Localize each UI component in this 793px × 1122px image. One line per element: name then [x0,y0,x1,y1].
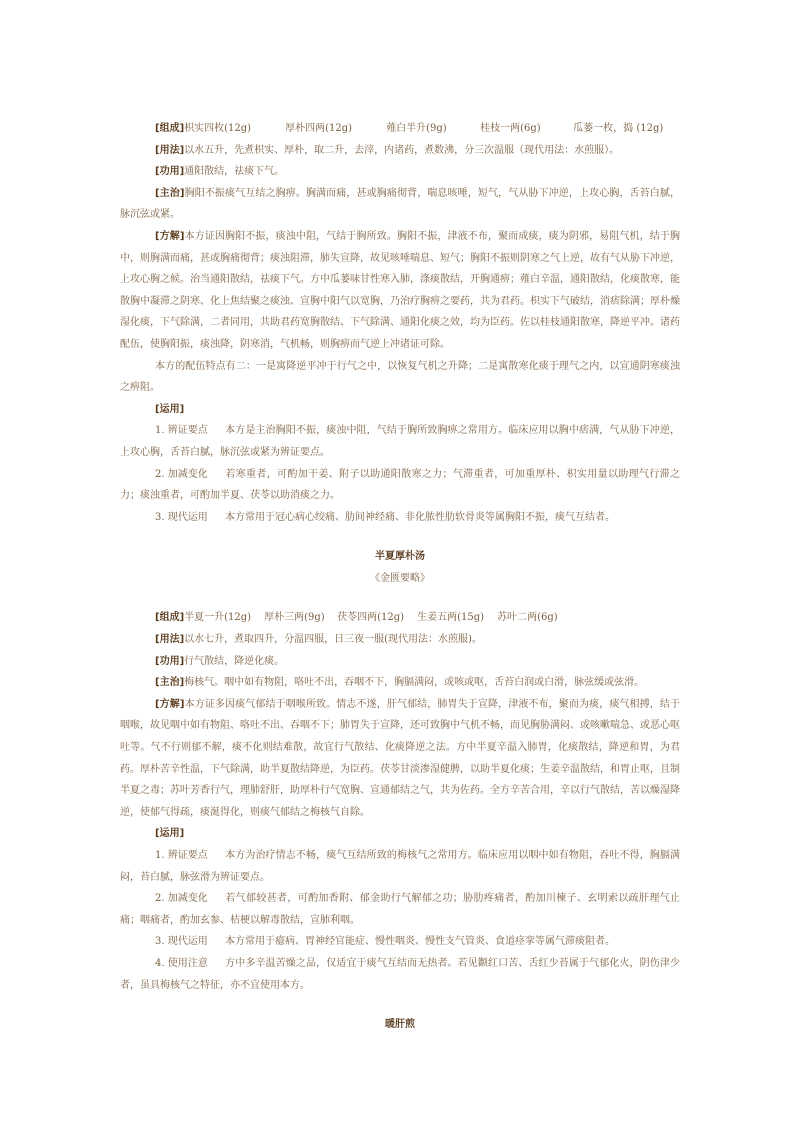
analysis-text: 本方证因胸阳不振，痰浊中阻，气结于胸所致。胸阳不振，津液不布，聚而成痰，痰为阴邪，易阻气机，结于胸中，则胸满而痛，甚或胸痛彻背；痰浊阻滞，肺失宣降，故见咳唾喘息、短气；胸阳不振则阴寒之气上逆，故有气从胁下冲逆，上攻心胸之候。治当通阳散结，祛痰下气。方中瓜蒌味甘性寒入肺，涤痰散结，开胸通痹；薤白辛温，通阳散结，化痰散寒，能散胸中凝滞之阴寒、化上焦结聚之痰浊、宣胸中阳气以宽胸，乃治疗胸痹之要药，共为君药。枳实下气破结，消痞除满；厚朴燥湿化痰，下气除满，二者同用，共助君药宽胸散结、下气除满、通阳化痰之效，均为臣药。佐以桂枝通阳散寒，降逆平冲。诸药配伍，使胸阳振，痰浊降，阴寒消，气机畅，则胸痹而气逆上冲诸证可除。 [120,230,681,350]
analysis-paragraph [120,694,680,824]
function-label: [功用] [155,166,185,178]
function-paragraph [120,161,680,183]
item-number: 2. 加减变化 [155,468,208,480]
analysis-label: [方解] [155,230,185,242]
formula-title: 半夏厚朴汤 [375,551,425,563]
usage-paragraph [120,140,680,162]
application-item [120,931,680,953]
indication-text: 梅核气。咽中如有物阻，咯吐不出，吞咽不下，胸膈满闷，或咳或呕，舌苔白润或白滑，脉弦缓或弦滑。 [184,677,645,689]
application-heading [120,399,680,421]
analysis-paragraph-2: 本方的配伍特点有二：一是寓降逆平冲于行气之中，以恢复气机之升降；二是寓散寒化痰于理气之内，以宣通阴寒痰浊之痹阻。 [120,360,680,394]
analysis-text: 本方证多因痰气郁结于咽喉所致。情志不遂，肝气郁结，肺胃失于宣降，津液不布，聚而为痰，痰气相搏，结于咽喉，故见咽中如有物阻、咯吐不出、吞咽不下；肺胃失于宣降，还可致胸中气机不畅，而见胸胁满闷、或咳嗽喘急、或恶心呕吐等。气不行则郁不解，痰不化则结难散，故宜行气散结、化痰降逆之法。方中半夏辛温入肺胃，化痰散结，降逆和胃，为君药。厚朴苦辛性温，下气除满，助半夏散结降逆，为臣药。茯苓甘淡渗湿健脾，以助半夏化痰；生姜辛温散结，和胃止呕，且制半夏之毒；苏叶芳香行气，理肺舒肝，助厚朴行气宽胸、宣通郁结之气，共为佐药。全方辛苦合用，辛以行气散结，苦以燥湿降逆，使郁气得疏，痰涎得化，则痰气郁结之梅核气自除。 [120,698,681,818]
indication-paragraph [120,672,680,694]
function-label: [功用] [155,655,185,667]
indication-paragraph [120,183,680,226]
application-label: [运用] [155,403,185,415]
application-item [120,507,680,529]
ingredient: 枳实四枚(12g) [184,123,252,134]
item-text: 若寒重者，可酌加干姜、附子以助通阳散寒之力；气滞重者，可加重厚朴、枳实用量以助理气行滞之力；痰浊重者，可酌加半夏、茯苓以助消痰之力。 [120,468,680,502]
item-number: 3. 现代运用 [155,511,208,523]
item-text: 本方是主治胸阳不振，痰浊中阻，气结于胸所致胸痹之常用方。临床应用以胸中痞满，气从胁下冲逆，上攻心胸，舌苔白腻，脉沉弦或紧为辨证要点。 [120,425,680,458]
item-text: 方中多辛温苦燥之品，仅适宜于痰气互结而无热者。若见颧红口苦、舌红少苔属于气郁化火，阴伤津少者，虽具梅核气之特征，亦不宜使用本方。 [120,957,680,991]
application-heading [120,823,680,845]
ingredient: 桂枝一两(6g) [480,123,541,134]
function-text: 行气散结，降逆化痰。 [184,655,285,667]
ingredient: 厚朴四两(12g) [285,123,353,134]
application-item [120,888,680,931]
application-item [120,420,680,463]
ingredient: 茯苓四两(12g) [337,612,405,624]
ingredient: 瓜蒌一枚，捣 (12g) [573,123,664,134]
composition-line [120,118,680,140]
item-text: 若气郁较甚者，可酌加香附、郁金助行气解郁之功；胁肋疼痛者，酌加川楝子、玄明索以疏肝理气止痛；咽痛者，酌加玄参、桔梗以解毒散结，宣肺利咽。 [120,893,680,926]
item-text: 本方常用于冠心病心绞痛、肋间神经痛、非化脓性肋软骨炎等属胸阳不振，痰气互结者。 [225,511,615,523]
usage-label: [用法] [155,634,185,646]
usage-paragraph [120,629,680,651]
item-text: 本方为治疗情志不畅，痰气互结所致的梅核气之常用方。临床应用以咽中如有物阻，吞吐不得，胸膈满闷，苔白腻，脉弦滑为辨证要点。 [120,850,680,883]
application-item [120,845,680,888]
formula-source: 《金匮要略》 [370,572,430,584]
function-paragraph [120,651,680,673]
ingredient: 厚朴三两(9g) [264,612,325,624]
function-text: 通阳散结，祛痰下气。 [184,166,285,178]
usage-text: 以水五升，先煮枳实、厚朴，取二升，去滓，内诸药，煮数沸，分三次温服（现代用法：水煎服）。 [184,144,620,156]
application-item [120,953,680,996]
analysis-label: [方解] [155,698,185,710]
composition-label: [组成] [155,123,185,134]
indication-label: [主治] [155,187,185,199]
formula-title: 暖肝煎 [385,1019,415,1031]
analysis-paragraph [120,226,680,356]
usage-text: 以水七升，煮取四升，分温四服，日三夜一服(现代用法：水煎服)。 [184,634,482,646]
indication-text: 胸阳不振痰气互结之胸痹。胸满而痛，甚或胸痛彻背，喘息咳唾，短气，气从胁下冲逆，上攻心胸，舌苔白腻，脉沉弦或紧。 [120,187,681,221]
ingredient: 苏叶二两(6g) [497,612,558,624]
usage-label: [用法] [155,144,185,156]
indication-label: [主治] [155,677,185,689]
item-text: 本方常用于癔病、胃神经官能症、慢性咽炎、慢性支气管炎、食道痉挛等属气滞痰阻者。 [225,936,615,948]
document-page [120,118,680,1036]
ingredient: 半夏一升(12g) [184,612,252,624]
ingredient: 生姜五两(15g) [417,612,485,624]
item-number: 2. 加减变化 [155,893,208,905]
item-number: 1. 辨证要点 [155,425,208,437]
application-item [120,464,680,507]
item-number: 3. 现代运用 [155,936,208,948]
composition-label: [组成] [155,612,185,624]
item-number: 1. 辨证要点 [155,850,208,861]
application-label: [运用] [155,828,185,840]
item-number: 4. 使用注意 [155,957,208,969]
composition-line [120,607,680,629]
ingredient: 薤白半升(9g) [386,123,447,134]
